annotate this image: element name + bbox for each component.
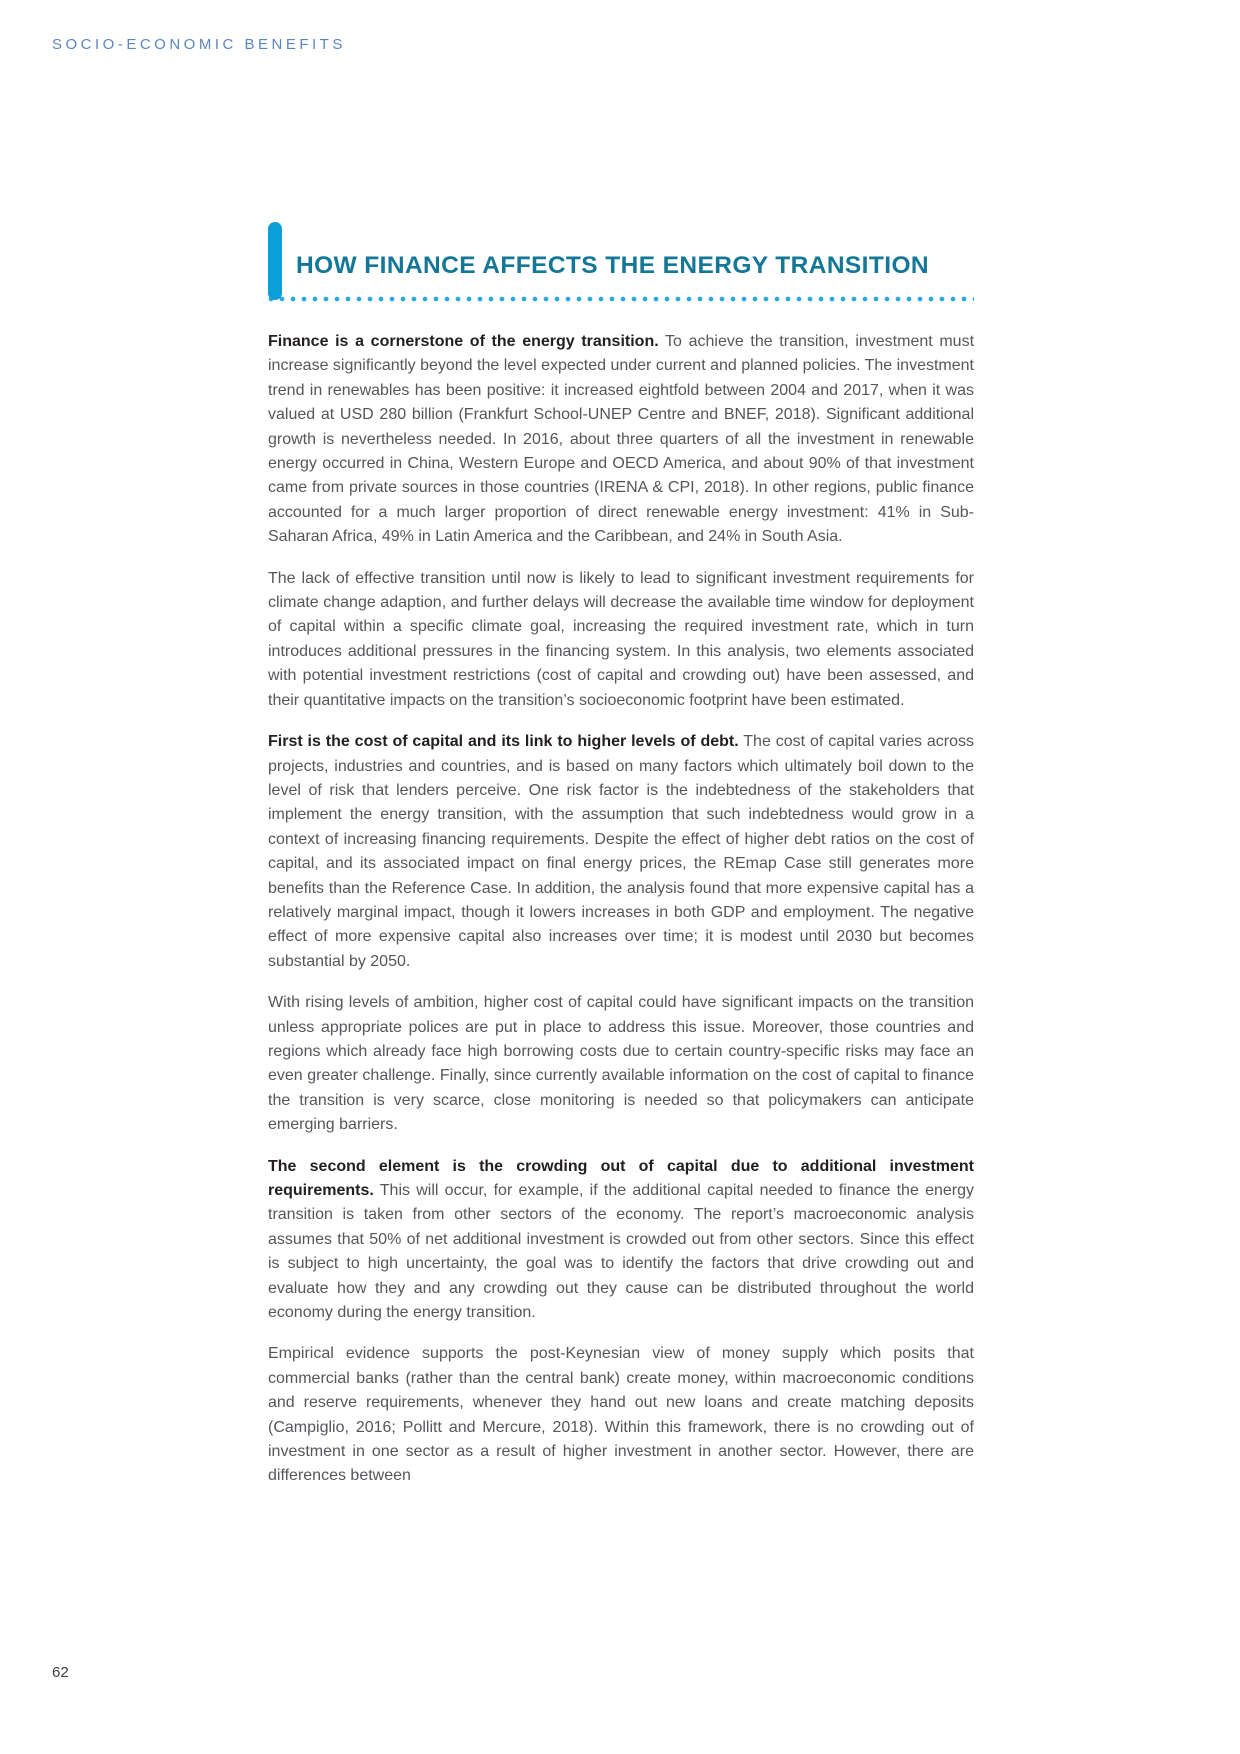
accent-bar (268, 222, 282, 300)
paragraph (268, 1342, 974, 1488)
page-title: HOW FINANCE AFFECTS THE ENERGY TRANSITION (296, 252, 929, 280)
paragraph-text: To achieve the transition, investment must increase significantly beyond the level expected under current and planned policies. The investment trend in renewables has been positive: it increased eightfold between 2004 and 2017, when it was valued at USD 280 billion (Frankfurt School-UNEP Centre and BNEF, 2018). Significant additional growth is nevertheless needed. In 2016, about three quarters of all the investment in renewable energy occurred in China, Western Europe and OECD America, and about 90% of that investment came from private sources in those countries (IRENA & CPI, 2018). In other regions, public finance accounted for a much larger proportion of direct renewable energy investment: 41% in Sub-Saharan Africa, 49% in Latin America and the Caribbean, and 24% in South Asia. (268, 333, 975, 546)
paragraph (268, 330, 974, 550)
body-text (268, 330, 974, 1489)
paragraph-lead: Finance is a cornerstone of the energy transition. (268, 333, 659, 350)
paragraph-text: Empirical evidence supports the post-Keynesian view of money supply which posits that commercial banks (rather than the central bank) create money, within macroeconomic conditions and reserve requirements, whenever they hand out new loans and create matching deposits (Campiglio, 2016; Pollitt and Mercure, 2018). Within this framework, there is no crowding out of investment in one sector as a result of higher investment in another sector. However, there are differences between (268, 1345, 974, 1485)
dotted-divider (268, 296, 974, 302)
paragraph-text: The cost of capital varies across projects, industries and countries, and is based on many factors which ultimately boil down to the level of risk that lenders perceive. One risk factor is the indebtedness of the stakeholders that implement the energy transition, with the assumption that such indebtedness would grow in a context of increasing financing requirements. Despite the effect of higher debt ratios on the cost of capital, and its associated impact on final energy prices, the REmap Case still generates more benefits than the Reference Case. In addition, the analysis found that more expensive capital has a relatively marginal impact, though it lowers increases in both GDP and employment. The negative effect of more expensive capital also increases over time; it is modest until 2030 but becomes substantial by 2050. (268, 733, 975, 970)
paragraph (268, 1155, 974, 1326)
paragraph-text: This will occur, for example, if the additional capital needed to finance the energy transition is taken from other sectors of the economy. The report’s macroeconomic analysis assumes that 50% of net additional investment is crowded out from other sectors. Since this effect is subject to high uncertainty, the goal was to identify the factors that drive crowding out and evaluate how they and any crowding out they cause can be distributed throughout the world economy during the energy transition. (268, 1182, 975, 1322)
paragraph-lead: The second element is the crowding out of capital due to additional investment requirements. (268, 1157, 974, 1199)
paragraph-text: With rising levels of ambition, higher cost of capital could have significant impacts on the transition unless appropriate polices are put in place to address this issue. Moreover, those countries and regions which already face high borrowing costs due to certain country-specific risks may face an even greater challenge. Finally, since currently available information on the cost of capital to finance the transition is very scarce, close monitoring is needed so that policymakers can anticipate emerging barriers. (268, 994, 974, 1134)
content-column (268, 222, 974, 1506)
paragraph-lead: First is the cost of capital and its link to higher levels of debt. (268, 733, 739, 751)
running-header: SOCIO-ECONOMIC BENEFITS (52, 36, 346, 53)
paragraph-text: The lack of effective transition until now is likely to lead to significant investment requirements for climate change adaption, and further delays will decrease the available time window for deployment of capital within a specific climate goal, increasing the required investment rate, which in turn introduces additional pressures in the financing system. In this analysis, two elements associated with potential investment restrictions (cost of capital and crowding out) have been assessed, and their quantitative impacts on the transition’s socioeconomic footprint have been estimated. (268, 569, 974, 709)
paragraph (268, 567, 974, 713)
page-number: 62 (52, 1664, 69, 1681)
section-heading (268, 222, 974, 302)
paragraph (268, 991, 974, 1137)
paragraph (268, 730, 974, 974)
